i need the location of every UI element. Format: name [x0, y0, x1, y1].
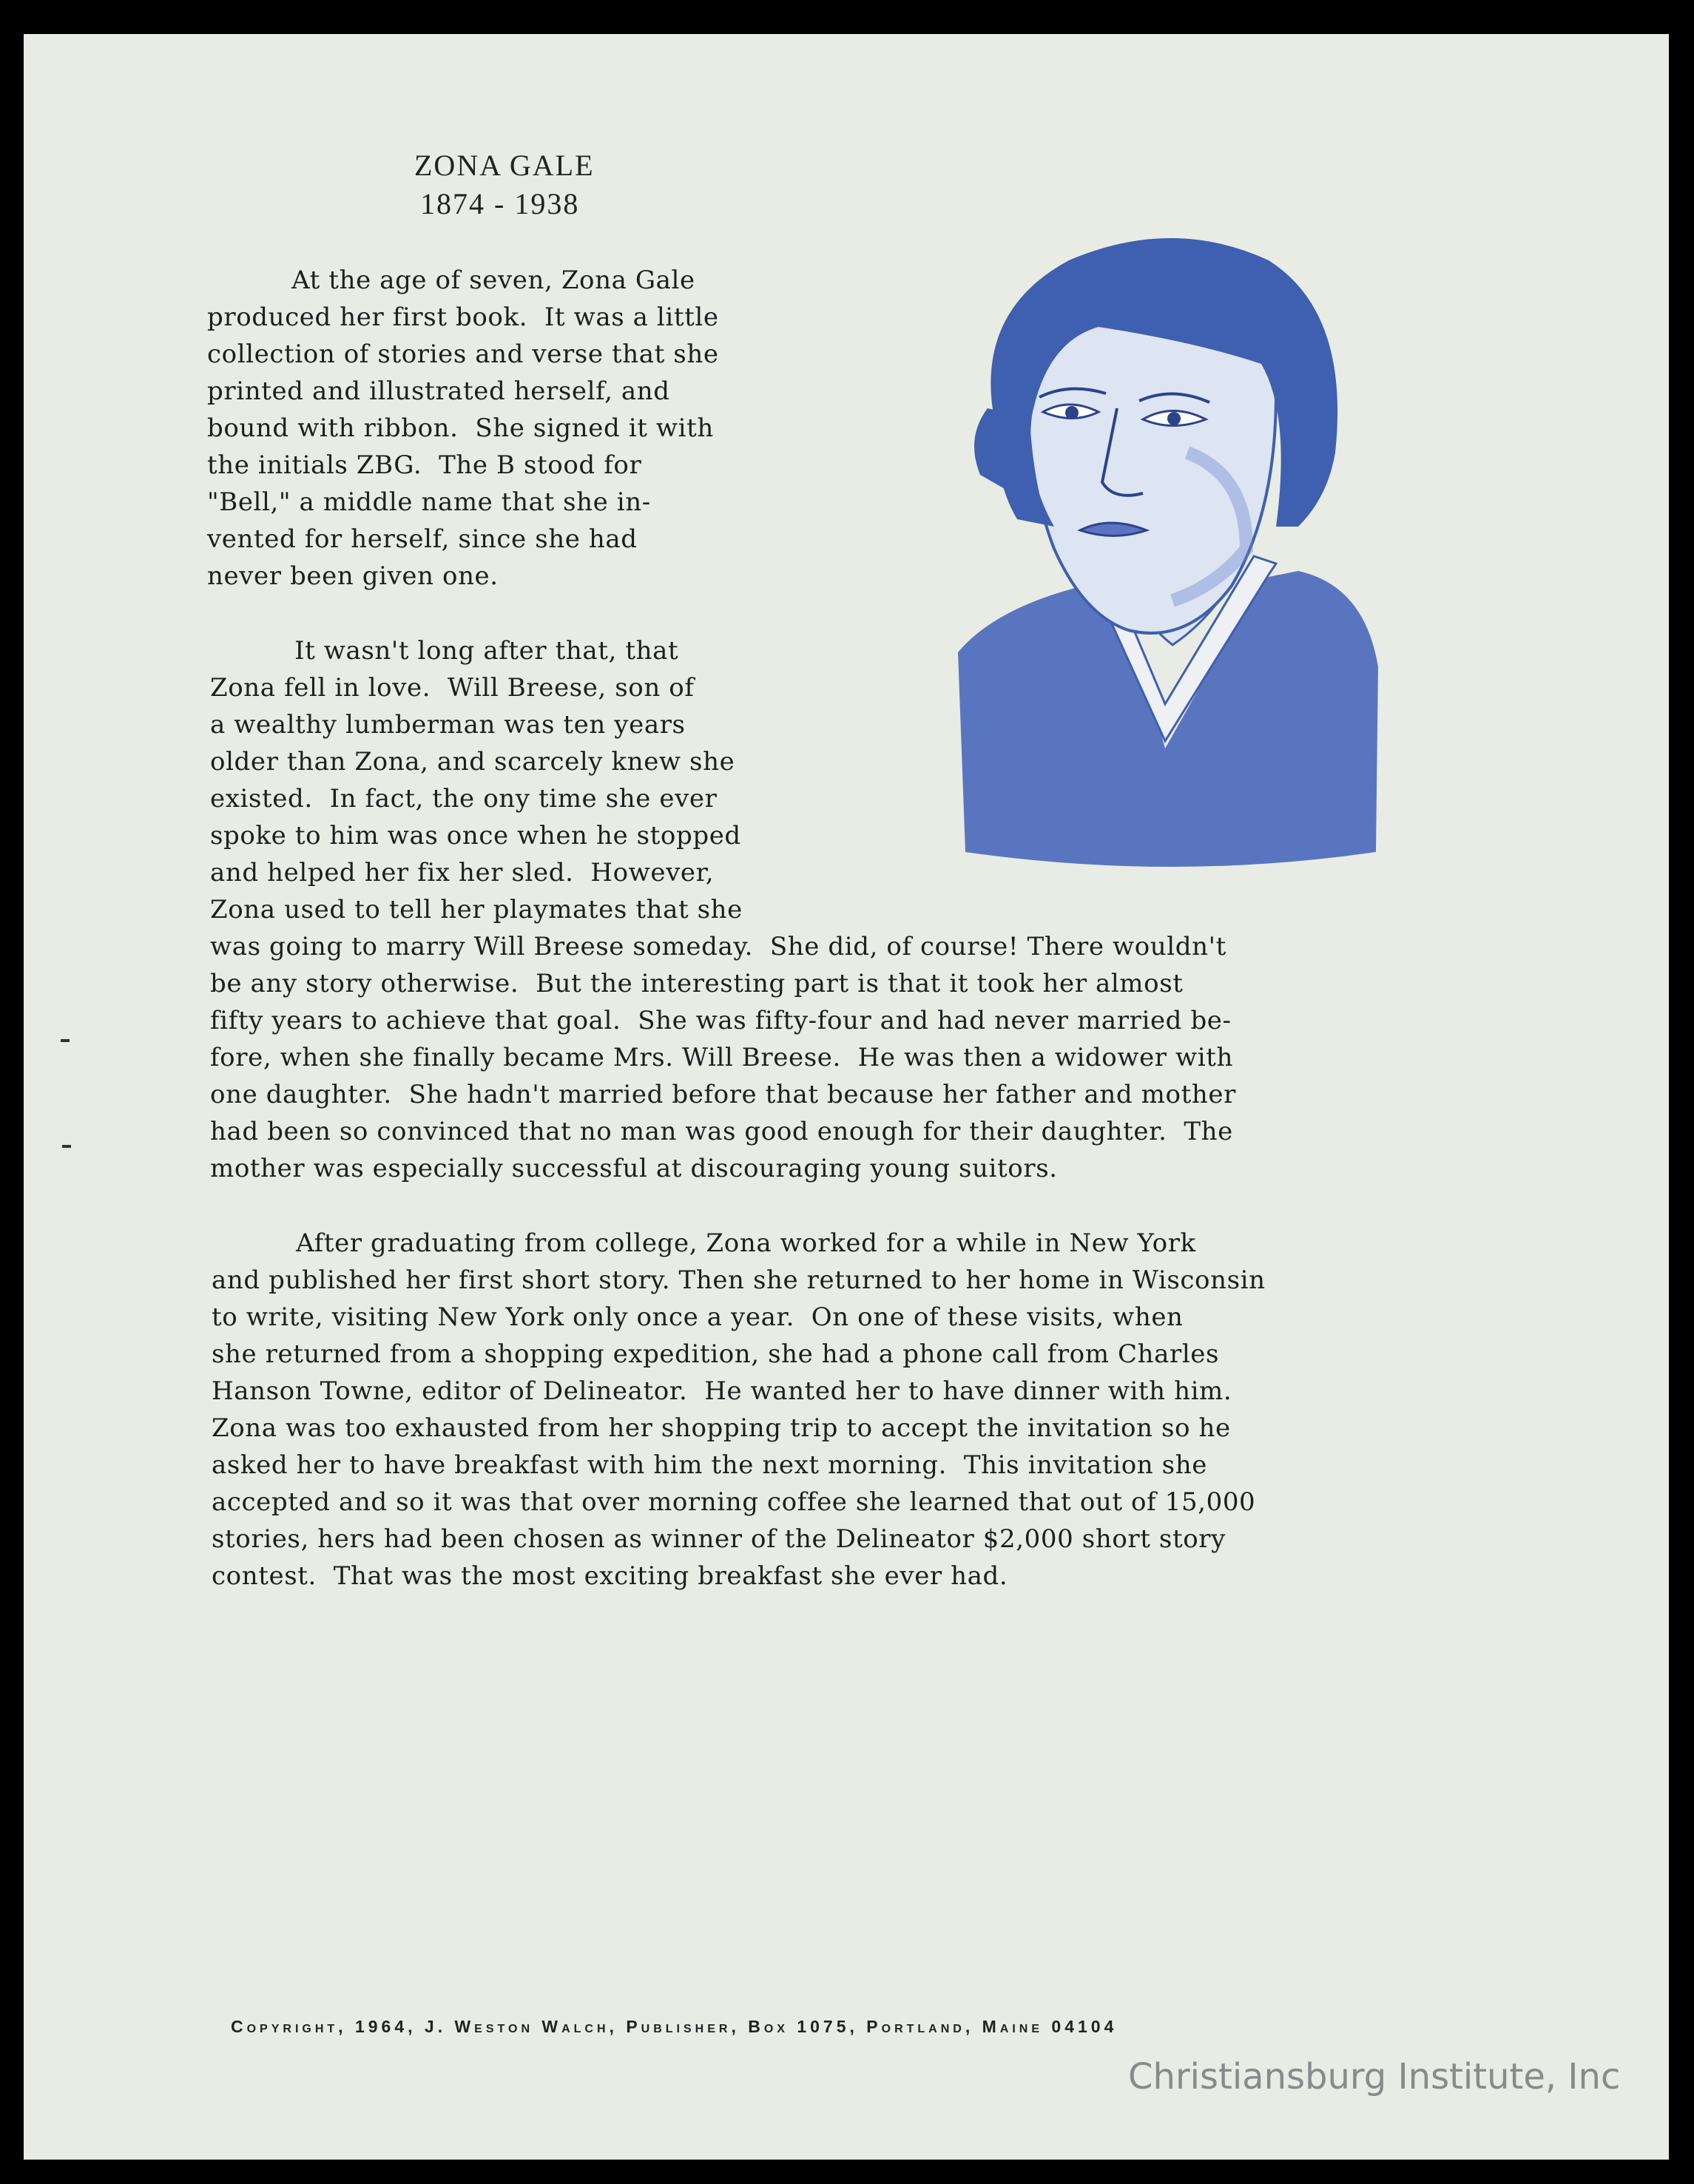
paragraph-2: It wasn't long after that, that Zona fell in love. Will Breese, son of a wealthy lumberman was ten years older than Zona, and scarcely knew she existed. In fact, the ony time she ever spoke to him was once when he stopped and helped her fix her sled. However, Zona used to tell her playmates that she was going to marry Will Breese someday. She did, of course! There wouldn't be any story otherwise. But the interesting part is that it took her almost fifty years to achieve that goal. She was fifty-four and had never married be- fore, when she finally became Mrs. Will Breese. He was then a widower with one daughter. She hadn't married before that because her father and mother had been so convinced that no man was good enough for their daughter. The mother was especially successful at discouraging young suitors. — [210, 636, 1236, 1183]
paragraph-3: After graduating from college, Zona worked for a while in New York and published her first short story. Then she returned to her home in Wisconsin to write, visiting New York only once a year. On one of these visits, when she returned from a shopping expedition, she had a phone call from Charles Hanson Towne, editor of Delineator. He wanted her to have dinner with him. Zona was too exhausted from her shopping trip to accept the invitation so he asked her to have breakfast with him the next morning. This invitation she accepted and so it was that over morning coffee she learned that out of 15,000 stories, hers had been chosen as winner of the Delineator $2,000 short story contest. That was the most exciting breakfast she ever had. — [212, 1228, 1266, 1591]
subject-years: 1874 - 1938 — [420, 187, 580, 220]
paragraph-1: At the age of seven, Zona Gale produced her first book. It was a little collection of stories and verse that she printed and illustrated herself, and bound with ribbon. She signed it with the initials ZBG. The B stood for "Bell," a middle name that she in- vented for herself, since she had never been given one. — [207, 266, 719, 591]
copyright-footer: Copyright, 1964, J. Weston Walch, Publisher, Box 1075, Portland, Maine 04104 — [231, 2017, 1118, 2036]
margin-mark — [61, 1039, 70, 1042]
page-title — [414, 146, 595, 223]
watermark-text: Christiansburg Institute, Inc — [1128, 2056, 1621, 2097]
portrait-illustration — [951, 231, 1380, 867]
subject-name: ZONA GALE — [414, 149, 595, 182]
margin-mark — [62, 1145, 71, 1148]
